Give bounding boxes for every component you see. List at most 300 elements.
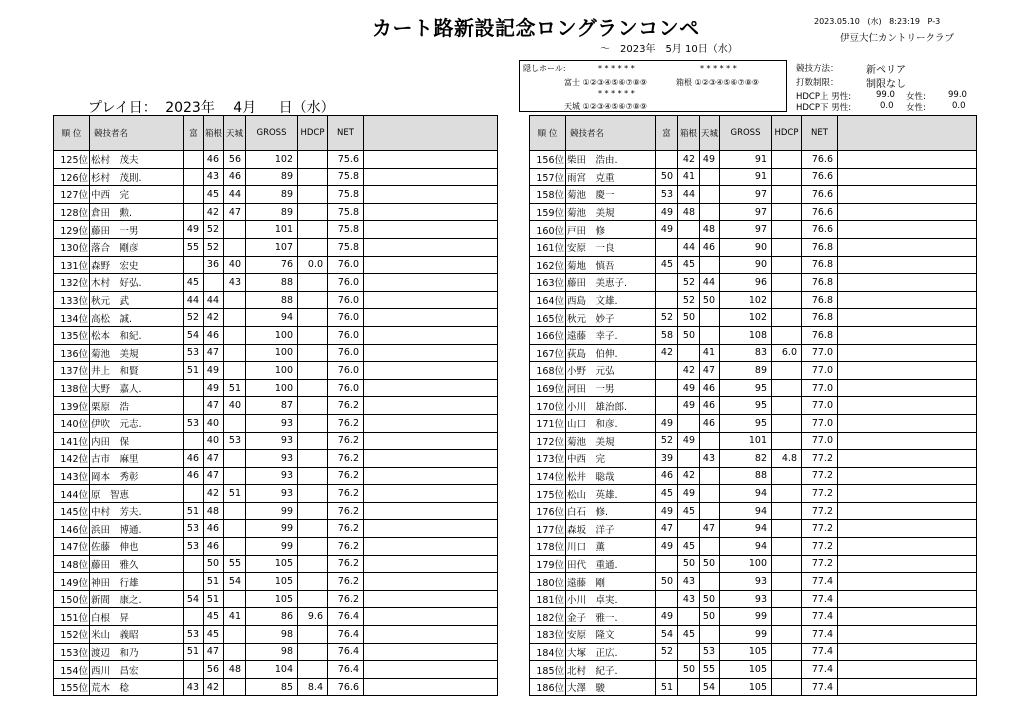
hakone-score: 47 <box>204 467 224 485</box>
table-row <box>530 485 977 503</box>
amagi-score: 50 <box>700 555 720 573</box>
net-score: 76.8 <box>802 291 838 309</box>
blank-cell <box>838 573 977 591</box>
fuji-score: 50 <box>656 573 678 591</box>
hakone-score: 36 <box>204 256 224 274</box>
hakone-score: 42 <box>204 485 224 503</box>
amagi-score <box>700 485 720 503</box>
net-score: 77.2 <box>802 502 838 520</box>
fuji-score: 53 <box>184 538 204 556</box>
rank-cell: 148位 <box>54 555 90 573</box>
name-cell: 中西 完 <box>90 186 184 204</box>
page-number: P-3 <box>927 17 941 26</box>
hakone-score: 49 <box>678 432 700 450</box>
net-score: 76.6 <box>802 186 838 204</box>
amagi-score <box>700 538 720 556</box>
rank-cell: 143位 <box>54 467 90 485</box>
net-score: 77.2 <box>802 467 838 485</box>
blank-cell <box>838 538 977 556</box>
blank-cell <box>364 661 498 679</box>
net-score: 76.6 <box>802 168 838 186</box>
hakone-score: 42 <box>678 362 700 380</box>
fuji-score: 51 <box>184 643 204 661</box>
table-row <box>530 414 977 432</box>
hdcp-value <box>298 538 328 556</box>
blank-cell <box>364 326 498 344</box>
amagi-score: 40 <box>224 397 246 415</box>
name-cell: 井上 和賢 <box>90 362 184 380</box>
gross-score: 88 <box>720 467 772 485</box>
fuji-score: 46 <box>184 450 204 468</box>
name-cell: 米山 義昭 <box>90 626 184 644</box>
blank-cell <box>838 203 977 221</box>
table-row <box>530 309 977 327</box>
gross-score: 91 <box>720 151 772 169</box>
amagi-score: 53 <box>700 643 720 661</box>
results-table-right <box>529 115 977 696</box>
hdcp-lower-women-label: 女性: <box>906 103 926 113</box>
amagi-score <box>700 502 720 520</box>
rank-cell: 171位 <box>530 414 566 432</box>
rank-cell: 146位 <box>54 520 90 538</box>
table-row <box>530 203 977 221</box>
name-cell: 森野 宏史 <box>90 256 184 274</box>
rank-cell: 161位 <box>530 238 566 256</box>
table-row <box>530 538 977 556</box>
blank-cell <box>364 678 498 696</box>
net-score: 77.2 <box>802 538 838 556</box>
rank-cell: 158位 <box>530 186 566 204</box>
net-score: 76.0 <box>328 291 364 309</box>
table-row <box>530 643 977 661</box>
hdcp-value <box>298 379 328 397</box>
net-score: 76.0 <box>328 326 364 344</box>
name-cell: 菊池 美規 <box>90 344 184 362</box>
name-cell: 渡辺 和乃 <box>90 643 184 661</box>
blank-cell <box>364 238 498 256</box>
rank-cell: 135位 <box>54 326 90 344</box>
hakone-score: 43 <box>678 573 700 591</box>
blank-cell <box>838 397 977 415</box>
amagi-score <box>224 326 246 344</box>
hdcp-value <box>772 661 802 679</box>
blank-cell <box>364 414 498 432</box>
net-score: 77.2 <box>802 450 838 468</box>
table-row <box>54 502 498 520</box>
amagi-score: 48 <box>224 661 246 679</box>
print-timestamp <box>814 16 945 27</box>
fuji-score <box>656 661 678 679</box>
hakone-score: 52 <box>678 291 700 309</box>
hakone-score <box>678 344 700 362</box>
amagi-score <box>700 256 720 274</box>
hakone-score: 46 <box>204 326 224 344</box>
play-day-month: 4月 <box>233 100 257 116</box>
gross-score: 82 <box>720 450 772 468</box>
net-score: 77.4 <box>802 626 838 644</box>
net-score: 76.2 <box>328 485 364 503</box>
rank-cell: 140位 <box>54 414 90 432</box>
net-score: 76.2 <box>328 397 364 415</box>
hdcp-value <box>298 573 328 591</box>
fuji-hole-numbers: ①②③④⑤⑥⑦⑧⑨ <box>582 78 648 87</box>
gross-score: 102 <box>720 309 772 327</box>
amagi-score: 47 <box>700 362 720 380</box>
hakone-score <box>678 520 700 538</box>
table-row <box>54 151 498 169</box>
fuji-score <box>656 274 678 292</box>
net-score: 76.2 <box>328 573 364 591</box>
page-title: カート路新設記念ロングランコンペ <box>372 16 700 40</box>
fuji-score <box>656 590 678 608</box>
col-hakone: 箱根 <box>678 116 700 151</box>
col-gross: GROSS <box>246 116 298 151</box>
hdcp-value <box>298 362 328 380</box>
net-score: 76.0 <box>328 309 364 327</box>
fuji-score <box>656 151 678 169</box>
gross-score: 90 <box>720 256 772 274</box>
amagi-score: 44 <box>224 186 246 204</box>
gross-score: 96 <box>720 274 772 292</box>
amagi-score <box>224 678 246 696</box>
method-label: 競技方法： <box>796 64 839 74</box>
hidden-holes-stars-amagi: * * * * * * <box>598 89 635 98</box>
name-cell: 戸田 修 <box>566 221 656 239</box>
fuji-score: 52 <box>656 432 678 450</box>
blank-cell <box>838 678 977 696</box>
hdcp-upper-women-label: 女性: <box>906 92 926 102</box>
amagi-score <box>700 573 720 591</box>
blank-cell <box>364 573 498 591</box>
fuji-score: 53 <box>656 186 678 204</box>
hdcp-value <box>298 326 328 344</box>
name-cell: 松井 聡哉 <box>566 467 656 485</box>
hakone-score: 45 <box>204 626 224 644</box>
hdcp-value: 4.8 <box>772 450 802 468</box>
fuji-score: 52 <box>656 309 678 327</box>
blank-cell <box>364 397 498 415</box>
fuji-score: 45 <box>184 274 204 292</box>
hakone-score: 49 <box>204 379 224 397</box>
amagi-score <box>224 309 246 327</box>
net-score: 77.4 <box>802 573 838 591</box>
hakone-score: 45 <box>678 256 700 274</box>
rank-cell: 150位 <box>54 590 90 608</box>
gross-score: 97 <box>720 203 772 221</box>
fuji-score <box>184 379 204 397</box>
amagi-score: 55 <box>700 661 720 679</box>
net-score: 77.4 <box>802 590 838 608</box>
fuji-score: 54 <box>184 326 204 344</box>
table-row <box>54 186 498 204</box>
net-score: 75.8 <box>328 186 364 204</box>
gross-score: 94 <box>720 502 772 520</box>
rank-cell: 141位 <box>54 432 90 450</box>
blank-cell <box>364 502 498 520</box>
net-score: 77.4 <box>802 608 838 626</box>
amagi-score: 55 <box>224 555 246 573</box>
table-row <box>54 643 498 661</box>
gross-score: 101 <box>720 432 772 450</box>
table-row <box>530 326 977 344</box>
table-row <box>54 414 498 432</box>
table-row <box>54 309 498 327</box>
rank-cell: 174位 <box>530 467 566 485</box>
hdcp-value <box>772 485 802 503</box>
hdcp-upper-women: 99.0 <box>948 90 967 100</box>
hdcp-upper-label: HDCP上 男性: <box>796 92 852 102</box>
amagi-score: 41 <box>224 608 246 626</box>
rank-cell: 184位 <box>530 643 566 661</box>
hakone-score: 49 <box>678 485 700 503</box>
blank-cell <box>838 256 977 274</box>
rank-cell: 132位 <box>54 274 90 292</box>
method-value: 新ペリア <box>866 65 906 76</box>
name-cell: 大野 嘉人. <box>90 379 184 397</box>
hdcp-value <box>298 432 328 450</box>
name-cell: 岡本 秀彰 <box>90 467 184 485</box>
net-score: 76.2 <box>328 432 364 450</box>
net-score: 75.6 <box>328 151 364 169</box>
blank-cell <box>364 221 498 239</box>
amagi-score <box>700 626 720 644</box>
net-score: 76.2 <box>328 502 364 520</box>
gross-score: 86 <box>246 608 298 626</box>
amagi-score: 41 <box>700 344 720 362</box>
table-row <box>54 397 498 415</box>
blank-cell <box>838 467 977 485</box>
play-day-label: プレイ日： <box>88 100 157 116</box>
table-row <box>530 450 977 468</box>
table-header <box>530 116 977 151</box>
blank-cell <box>364 643 498 661</box>
hakone-score: 47 <box>204 397 224 415</box>
hakone-score: 52 <box>204 238 224 256</box>
gross-score: 85 <box>246 678 298 696</box>
table-row <box>530 238 977 256</box>
rank-cell: 134位 <box>54 309 90 327</box>
rank-cell: 159位 <box>530 203 566 221</box>
net-score: 75.8 <box>328 238 364 256</box>
hakone-score <box>678 450 700 468</box>
hdcp-value <box>772 626 802 644</box>
amagi-score <box>224 221 246 239</box>
gross-score: 98 <box>246 626 298 644</box>
gross-score: 102 <box>246 151 298 169</box>
table-row <box>530 168 977 186</box>
blank-cell <box>838 151 977 169</box>
rank-cell: 178位 <box>530 538 566 556</box>
gross-score: 93 <box>246 432 298 450</box>
hdcp-value <box>298 485 328 503</box>
gross-score: 105 <box>246 573 298 591</box>
net-score: 76.4 <box>328 643 364 661</box>
blank-cell <box>838 238 977 256</box>
hdcp-value: 0.0 <box>298 256 328 274</box>
table-row <box>530 186 977 204</box>
fuji-score: 53 <box>184 344 204 362</box>
name-cell: 西川 昌宏 <box>90 661 184 679</box>
hdcp-value <box>298 186 328 204</box>
gross-score: 108 <box>720 326 772 344</box>
rank-cell: 173位 <box>530 450 566 468</box>
fuji-score <box>184 256 204 274</box>
name-cell: 神田 行雄 <box>90 573 184 591</box>
blank-cell <box>364 362 498 380</box>
hakone-score <box>678 678 700 696</box>
fuji-score: 49 <box>656 414 678 432</box>
table-row <box>530 626 977 644</box>
hidden-holes-stars-fuji: * * * * * * <box>598 64 635 73</box>
gross-score: 90 <box>720 238 772 256</box>
table-row <box>54 326 498 344</box>
col-blank <box>838 116 977 151</box>
hdcp-value <box>772 326 802 344</box>
amagi-score: 44 <box>700 274 720 292</box>
name-cell: 杉村 茂則. <box>90 168 184 186</box>
table-row <box>54 590 498 608</box>
gross-score: 94 <box>720 485 772 503</box>
hdcp-value <box>772 379 802 397</box>
name-cell: 西島 文雄. <box>566 291 656 309</box>
name-cell: 内田 保 <box>90 432 184 450</box>
col-hakone: 箱根 <box>204 116 224 151</box>
net-score: 76.8 <box>802 326 838 344</box>
net-score: 76.0 <box>328 362 364 380</box>
name-cell: 中西 完 <box>566 450 656 468</box>
net-score: 76.2 <box>328 450 364 468</box>
fuji-score <box>656 555 678 573</box>
amagi-score <box>224 291 246 309</box>
table-row <box>54 555 498 573</box>
amagi-score: 46 <box>224 168 246 186</box>
name-cell: 雨宮 克重 <box>566 168 656 186</box>
name-cell: 松山 英雄. <box>566 485 656 503</box>
blank-cell <box>364 555 498 573</box>
net-score: 77.2 <box>802 555 838 573</box>
amagi-score: 51 <box>224 485 246 503</box>
table-row <box>530 555 977 573</box>
table-row <box>530 590 977 608</box>
table-row <box>54 362 498 380</box>
gross-score: 93 <box>246 485 298 503</box>
hakone-score: 50 <box>678 555 700 573</box>
gross-score: 76 <box>246 256 298 274</box>
fuji-score: 50 <box>656 168 678 186</box>
net-score: 77.0 <box>802 362 838 380</box>
col-rank: 順 位 <box>530 116 566 151</box>
hakone-label: 箱根 <box>676 78 692 87</box>
rank-cell: 160位 <box>530 221 566 239</box>
hdcp-value <box>772 414 802 432</box>
blank-cell <box>838 291 977 309</box>
table-row <box>54 432 498 450</box>
net-score: 76.6 <box>802 151 838 169</box>
rank-cell: 186位 <box>530 678 566 696</box>
name-cell: 菊池 美規 <box>566 203 656 221</box>
play-day-day: 日（水） <box>278 100 335 116</box>
amagi-score: 46 <box>700 379 720 397</box>
hakone-score: 44 <box>678 238 700 256</box>
blank-cell <box>364 608 498 626</box>
fuji-score <box>656 379 678 397</box>
blank-cell <box>364 379 498 397</box>
hdcp-value <box>772 573 802 591</box>
net-score: 76.2 <box>328 590 364 608</box>
amagi-score <box>224 538 246 556</box>
gross-score: 83 <box>720 344 772 362</box>
hakone-score: 49 <box>204 362 224 380</box>
gross-score: 94 <box>246 309 298 327</box>
amagi-score <box>700 467 720 485</box>
gross-score: 99 <box>246 538 298 556</box>
rank-cell: 137位 <box>54 362 90 380</box>
hidden-holes-box <box>519 60 787 112</box>
hdcp-value <box>772 309 802 327</box>
rank-cell: 170位 <box>530 397 566 415</box>
name-cell: 遠藤 幸子. <box>566 326 656 344</box>
hakone-score: 52 <box>678 274 700 292</box>
table-row <box>530 274 977 292</box>
rank-cell: 138位 <box>54 379 90 397</box>
fuji-score: 51 <box>184 502 204 520</box>
net-score: 77.4 <box>802 643 838 661</box>
col-name: 競技者名 <box>566 116 656 151</box>
name-cell: 高松 誠. <box>90 309 184 327</box>
rank-cell: 125位 <box>54 151 90 169</box>
hakone-score: 42 <box>204 309 224 327</box>
rank-cell: 154位 <box>54 661 90 679</box>
amagi-score <box>224 626 246 644</box>
hakone-score: 51 <box>204 590 224 608</box>
name-cell: 田代 重通. <box>566 555 656 573</box>
name-cell: 白根 昇 <box>90 608 184 626</box>
amagi-score: 47 <box>224 203 246 221</box>
col-name: 競技者名 <box>90 116 184 151</box>
fuji-score: 55 <box>184 238 204 256</box>
fuji-score: 53 <box>184 414 204 432</box>
net-score: 76.2 <box>328 538 364 556</box>
gross-score: 105 <box>246 555 298 573</box>
name-cell: 山口 和彦. <box>566 414 656 432</box>
amagi-score <box>700 326 720 344</box>
gross-score: 93 <box>720 590 772 608</box>
gross-score: 93 <box>720 573 772 591</box>
fuji-score: 43 <box>184 678 204 696</box>
amagi-score <box>224 238 246 256</box>
hdcp-value <box>772 432 802 450</box>
fuji-score: 46 <box>656 467 678 485</box>
print-day: (水) <box>867 17 882 26</box>
gross-score: 99 <box>246 502 298 520</box>
net-score: 77.2 <box>802 485 838 503</box>
col-amagi: 天城 <box>700 116 720 151</box>
name-cell: 荻島 伯伸. <box>566 344 656 362</box>
gross-score: 91 <box>720 168 772 186</box>
hdcp-value <box>772 274 802 292</box>
blank-cell <box>838 168 977 186</box>
blank-cell <box>838 326 977 344</box>
blank-cell <box>838 608 977 626</box>
amagi-score: 47 <box>700 520 720 538</box>
blank-cell <box>364 186 498 204</box>
col-gross: GROSS <box>720 116 772 151</box>
name-cell: 遠藤 剛 <box>566 573 656 591</box>
fuji-score: 53 <box>184 626 204 644</box>
date-range: ～ 2023年 5月 10日（水） <box>600 44 738 55</box>
table-row <box>54 608 498 626</box>
table-row <box>530 397 977 415</box>
